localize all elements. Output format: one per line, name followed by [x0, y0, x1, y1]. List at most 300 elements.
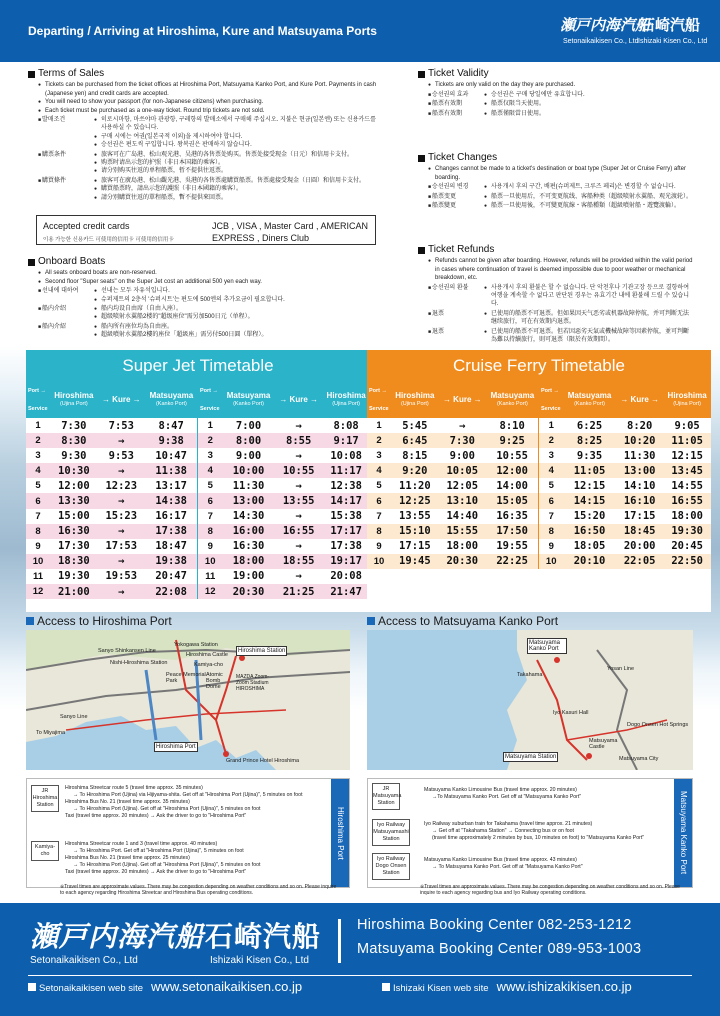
timetable-cell: 11	[32, 570, 44, 582]
map-label: Takahama	[517, 672, 543, 678]
timetable-cell: 9	[35, 540, 41, 552]
changes-heading: Ticket Changes	[428, 152, 498, 163]
row-value: ● 승선권은 편도씩 구입합니다. 왕복권은 판매하지 않습니다.	[94, 141, 378, 149]
timetable-cell: 8	[35, 525, 41, 537]
timetable-row	[367, 448, 711, 463]
timetable-cell: 14:30	[232, 510, 265, 523]
timetable-cell: 8	[539, 524, 563, 539]
ticket-validity	[418, 70, 693, 118]
timetable-cell: 16:50	[573, 525, 606, 538]
timetable-cell: 19:53	[105, 570, 138, 583]
timetable-cell: 6	[198, 493, 222, 508]
row-key: ■ 退票	[428, 328, 484, 345]
square-bullet-icon	[418, 247, 425, 254]
timetable-cell: 6	[376, 495, 382, 507]
timetable-cell: 10:05	[446, 464, 479, 477]
timetable-cell: 10	[539, 554, 563, 569]
timetable-cell: 8	[198, 524, 222, 539]
timetable-cell: 8:55	[286, 434, 312, 447]
timetable-cell: 12	[32, 586, 44, 598]
jr-hiroshima-station-label: JR Hiroshima Station	[31, 785, 59, 812]
skip-arrow-icon: →	[295, 510, 302, 523]
ishizaki-logo: 石崎汽船	[640, 16, 701, 34]
timetable-cell: 8:15	[402, 449, 428, 462]
timetable-cell: 1	[198, 418, 222, 433]
square-bullet-icon	[28, 983, 36, 991]
setonaikai-company-name: Setonaikaikisen Co., Ltd	[563, 38, 639, 45]
onboard-row-ko	[38, 287, 378, 304]
ishizaki-company-name: Ishizaki Kisen Co., Ltd	[638, 38, 708, 45]
access-hiroshima-heading	[26, 614, 172, 628]
timetable-header-cell: Port → Service	[28, 388, 48, 412]
timetable-row	[367, 418, 711, 433]
timetable-cell: 5	[35, 480, 41, 492]
row-value: ● 사용개시 후의 구간, 배편(슈퍼제트, 크루즈 페리)은 변경할 수 없습니다.	[484, 183, 693, 191]
row-key: ■ 승선권의 환불	[428, 284, 484, 309]
route-line: → To Hiroshima Port. Get off at "Hiroshima Port (Ujina)", 5 minutes on foot	[73, 848, 244, 854]
row-value: ● 購買船票時，請出示您的護照（非日本國籍的乘客）。	[94, 185, 378, 193]
timetable-cell: 10:30	[58, 464, 90, 477]
timetable-cell: 8:10	[499, 419, 525, 432]
timetable-cell: 9	[376, 540, 382, 552]
timetable-cell: 13:45	[671, 464, 703, 477]
timetable-header-cell: Matsuyama (Kanko Port)	[226, 391, 271, 407]
timetable-header-cell: → Kure →	[442, 394, 482, 404]
onboard-row-zh-tw	[38, 323, 378, 340]
credit-label: Accepted credit cards	[43, 221, 130, 231]
map-label: To Miyajima	[36, 730, 66, 736]
timetable-cell: 20:45	[671, 540, 703, 553]
row-value: ● 旅客可在广岛港、松山观光港、吴港的各售票处购买。售票处接受现金（日元）和信用卡支付。	[94, 151, 378, 159]
timetable-cell: 14:55	[671, 479, 703, 492]
credit-sublabel: 이용 가능한 신용카드 可使用的信用卡 可使用的信用卡	[43, 237, 174, 243]
timetable-cell: 5	[376, 480, 382, 492]
web-a	[28, 979, 302, 994]
timetable-cell: 4	[35, 465, 41, 477]
page-title: Departing / Arriving at Hiroshima, Kure and Matsuyama Ports	[28, 24, 377, 38]
map-label: Matsuyama City	[619, 756, 659, 762]
timetable-cell: 14:00	[496, 479, 528, 492]
map-label: Hiroshima Port	[156, 744, 196, 750]
map-label: Atomic Bomb Dome	[206, 672, 223, 690]
row-key: ■ 船内介绍	[38, 305, 94, 322]
row-value: ● 船票一旦使用后，不可变更航线、客船种类（超级喷射水翼船、观光渡轮）。	[484, 193, 693, 201]
timetable-cell: 12:05	[446, 479, 479, 492]
terms-row-ko	[38, 116, 378, 150]
timetable-cell: 18:00	[446, 540, 479, 553]
map-label: Sanyo Shinkansen Line	[98, 648, 156, 654]
timetable-cell: 11:30	[232, 479, 265, 492]
route-line: → To Matsuyama Kanko Port. Get off at "Matsuyama Kanko Port"	[432, 864, 583, 870]
timetable-cell: 9:17	[333, 434, 359, 447]
timetable-cell: 1	[539, 418, 563, 433]
onboard-boats	[28, 258, 378, 340]
timetable-cell: 2	[539, 433, 563, 448]
row-key: ■ 船內介紹	[38, 323, 94, 340]
matsuyama-map	[367, 630, 693, 770]
timetable-cell: 22:50	[671, 555, 703, 568]
timetable-cell: 13:10	[446, 495, 479, 508]
timetable-cell: 13:55	[282, 495, 315, 508]
timetable-cell: 17:17	[330, 525, 362, 538]
heading-text: Access to Matsuyama Kanko Port	[378, 614, 559, 628]
web-b-label: Ishizaki Kisen web site	[393, 983, 489, 994]
timetable-row	[367, 463, 711, 478]
timetable-cell: 12:15	[671, 449, 703, 462]
timetable-row	[367, 433, 711, 448]
timetable-cell: 4	[198, 463, 222, 478]
map-label: Hiroshima Station	[238, 648, 286, 654]
timetable-row	[26, 509, 370, 524]
footer-rule	[28, 975, 692, 976]
row-key: ■ 발매조건	[38, 116, 94, 150]
route-line: Hiroshima Streetcar route 1 and 3 (travel time approx. 40 minutes)	[65, 841, 218, 847]
skip-arrow-icon: →	[118, 585, 125, 598]
changes-item: ● Changes cannot be made to a ticket's destination or boat type (Super Jet or Cruise Ferry) after boarding.	[428, 165, 693, 182]
timetable-cell: 11:17	[330, 464, 362, 477]
timetable-cell: 16:00	[232, 525, 265, 538]
timetable-cell: 22:08	[155, 585, 187, 598]
web-a-label: Setonaikaikisen web site	[39, 983, 144, 994]
timetable-cell: 15:38	[330, 510, 362, 523]
validity-heading: Ticket Validity	[428, 68, 489, 79]
web-b	[382, 979, 632, 994]
terms-heading: Terms of Sales	[38, 68, 105, 79]
row-value: ● 슈퍼제트의 2층석 '슈퍼시트'는 편도에 500엔의 추가요금이 필요합니다.	[94, 296, 378, 304]
timetable-cell: 8:25	[576, 434, 603, 447]
top-banner	[0, 0, 720, 62]
timetable-cell: 10	[198, 554, 222, 569]
timetable-cell: 15:00	[58, 510, 90, 523]
credit-card-list: JCB , VISA , Master Card , AMERICAN EXPRESS , Diners Club	[212, 221, 369, 243]
setonaikai-logo: 瀬戸内海汽船	[560, 16, 651, 34]
terms-item: ● You will need to show your passport (for non-Japanese citizens) when purchasing.	[38, 98, 378, 106]
row-key: ■ 船票有效期	[428, 100, 484, 108]
timetable-header-cell: Port → Service	[369, 388, 389, 412]
timetable-cell: 10	[373, 555, 385, 567]
timetable-cell: 18:55	[282, 555, 315, 568]
timetable-cell: 16:55	[282, 525, 315, 538]
timetable-cell: 8:20	[627, 419, 653, 432]
timetable-cell: 7:30	[61, 419, 87, 432]
timetable-cell: 21:00	[58, 585, 90, 598]
timetable-row	[26, 539, 370, 554]
square-bullet-icon	[26, 617, 34, 625]
timetable-cell: 17:38	[155, 525, 187, 538]
map-label: Peace Memorial Park	[166, 672, 206, 684]
timetable-cell: 10:00	[232, 464, 265, 477]
ticket-refunds	[418, 246, 693, 344]
timetable-row	[26, 478, 370, 493]
route-line: Hiroshima Bus No. 21 (travel time approx. 35 minutes)	[65, 799, 190, 805]
timetable-cell: 5	[198, 478, 222, 493]
timetable-cell: 14:15	[573, 495, 606, 508]
timetable-cell: 16:30	[58, 525, 90, 538]
skip-arrow-icon: →	[295, 449, 302, 462]
timetable-header-cell: Port → Service	[540, 388, 561, 412]
timetable-cell: 8:30	[61, 434, 87, 447]
map-label: Sanyo Line	[60, 714, 88, 720]
timetable-cell: 13:30	[58, 495, 90, 508]
timetable-cell: 2	[35, 435, 41, 447]
route-line: Taxi (travel time approx. 20 minutes) → Ask the driver to go to "Hiroshima Port"	[65, 813, 247, 819]
timetable-cell: 16:30	[232, 540, 265, 553]
row-value: ● 請分別購買往返的單程船票，暫不提供來回票。	[94, 194, 378, 202]
credit-card-box	[36, 215, 376, 245]
timetable-cell: 8:08	[333, 419, 359, 432]
route-line: Iyo Railway suburban train for Takahama (travel time approx. 21 minutes)	[424, 821, 593, 827]
skip-arrow-icon: →	[118, 525, 125, 538]
hiroshima-port-bar: Hiroshima Port	[331, 779, 349, 887]
timetable-cell: 6	[539, 493, 563, 508]
timetable-header-cell: → Kure →	[279, 394, 318, 404]
timetable-cell: 11:05	[573, 464, 606, 477]
setonaikai-footer-logo: 瀬戸内海汽船	[30, 920, 205, 953]
timetable-cell: 12:15	[573, 479, 606, 492]
timetable-header-cell: Hiroshima (Ujina Port)	[667, 391, 707, 407]
row-value: ● 구매 시에는 여권(일본국적 이외)을 제시하여야 합니다.	[94, 133, 378, 141]
skip-arrow-icon: →	[118, 555, 125, 568]
timetable-header-cell: → Kure →	[101, 394, 141, 404]
row-value: ● 히로시마항, 마쓰야마 관광항, 구레항의 발매소에서 구매해 주십시오. 지불은 현금(일본엔) 또는 신용카드를 사용하실 수 있습니다.	[94, 116, 378, 133]
timetable-cell: 18:30	[58, 555, 90, 568]
timetable-cell: 17:38	[330, 540, 362, 553]
timetable-row	[367, 524, 711, 539]
timetable-cell: 16:55	[671, 495, 703, 508]
timetable-cell: 10	[32, 555, 44, 567]
timetable-header-cell: → Kure →	[620, 394, 659, 404]
row-value: ● 旅客可在廣島港、松山觀光港、吳港的各售票處購買船票。售票處接受現金（日圓）和信用卡支付。	[94, 177, 378, 185]
timetable-cell: 17:50	[496, 525, 528, 538]
square-bullet-icon	[418, 155, 425, 162]
timetable-cell: 20:08	[330, 570, 362, 583]
row-value: ● 船票仅限当天使用。	[484, 100, 693, 108]
timetable-cell: 11:20	[399, 479, 431, 492]
timetable-cell: 16:17	[155, 510, 187, 523]
timetable-cell: 17:15	[399, 540, 431, 553]
footer-divider	[338, 919, 341, 963]
ishizaki-footer-logo: 石崎汽船	[205, 920, 322, 953]
timetable-cell: 9:05	[674, 419, 700, 432]
timetable-row	[26, 524, 370, 539]
timetable-cell: 4	[539, 463, 563, 478]
terms-row-zh-cn	[38, 151, 378, 176]
timetable-cell: 15:20	[573, 510, 606, 523]
timetable-cell: 16:35	[496, 510, 528, 523]
timetable-cell: 20:00	[623, 540, 656, 553]
footer-company-a: Setonaikaikisen Co., Ltd	[30, 955, 138, 966]
kamiyacho-label: Kamiya-cho	[31, 841, 59, 861]
timetable-cell: 22:25	[496, 555, 528, 568]
timetable-cell: 14:17	[330, 495, 362, 508]
square-bullet-icon	[28, 71, 35, 78]
row-value: ● 선내는 모두 자유석입니다.	[94, 287, 378, 295]
timetable-cell: 14:40	[446, 510, 479, 523]
matsuyama-booking: Matsuyama Booking Center 089-953-1003	[357, 941, 642, 957]
timetable-cell: 17:53	[105, 540, 138, 553]
timetable-cell: 8:47	[158, 419, 184, 432]
row-key: ■ 購票条件	[38, 151, 94, 176]
timetable-cell: 19:55	[496, 540, 528, 553]
timetable-cell: 3	[198, 448, 222, 463]
onboard-heading: Onboard Boats	[38, 256, 106, 267]
terms-of-sales	[28, 70, 378, 202]
timetable-row	[26, 493, 370, 508]
timetable-cell: 7	[376, 510, 382, 522]
timetable-cell: 12:23	[105, 479, 138, 492]
timetable-header-cell: Matsuyama (Kanko Port)	[567, 391, 612, 407]
hiroshima-booking: Hiroshima Booking Center 082-253-1212	[357, 917, 632, 933]
timetable-cell: 3	[35, 450, 41, 462]
timetable-cell: 8:00	[235, 434, 262, 447]
route-line: → To Hiroshima Port (Ujina). Get off at "Hiroshima Port (Ujina)", 5 minutes on foot	[73, 806, 261, 812]
skip-arrow-icon: →	[118, 434, 125, 447]
validity-item: ● Tickets are only valid on the day they are purchased.	[428, 81, 693, 89]
route-line: →To Matsuyama Kanko Port. Get off at "Matsuyama Kanko Port"	[432, 794, 582, 800]
timetable-cell: 9:00	[235, 449, 262, 462]
timetable-header-cell: Hiroshima (Ujina Port)	[395, 391, 435, 407]
timetable-cell: 19:38	[155, 555, 187, 568]
timetable-cell: 10:55	[496, 449, 528, 462]
timetable-grid	[26, 382, 370, 599]
timetable-cell: 21:25	[282, 585, 315, 598]
timetable-cell: 9:53	[108, 449, 134, 462]
row-value: ● 购票时请出示您的护照（非日本国籍的乘客）。	[94, 159, 378, 167]
timetable-cell: 10:47	[155, 449, 187, 462]
web-b-link[interactable]: www.ishizakikisen.co.jp	[496, 979, 632, 994]
timetable-cell: 15:55	[446, 525, 479, 538]
timetable-cell: 5	[539, 478, 563, 493]
timetable-cell: 1	[376, 420, 382, 432]
timetable-cell: 3	[539, 448, 563, 463]
ticket-changes	[418, 154, 693, 210]
timetable-cell: 7:30	[449, 434, 475, 447]
heading-text: Access to Hiroshima Port	[37, 614, 172, 628]
row-key: ■ 船票变更	[428, 193, 484, 201]
route-line: Matsuyama Kanko Limousine Bus (travel time approx. 43 minutes)	[424, 857, 577, 863]
timetable-cell: 7:53	[108, 419, 134, 432]
timetable-row	[367, 509, 711, 524]
route-line: Hiroshima Bus No. 21 (travel time approx. 25 minutes)	[65, 855, 190, 861]
timetable-cell: 11:05	[671, 434, 703, 447]
timetable-cell: 6	[35, 495, 41, 507]
timetable-cell: 17:30	[58, 540, 90, 553]
timetable-cell: 19:00	[232, 570, 265, 583]
timetable-cell: 20:30	[232, 585, 265, 598]
timetable-cell: 15:23	[105, 510, 138, 523]
row-key: ■ 船票變更	[428, 202, 484, 210]
timetable-cell: 18:47	[155, 540, 187, 553]
timetable-row	[26, 433, 370, 448]
timetable-cell: 2	[198, 433, 222, 448]
timetable-cell: 14:10	[623, 479, 656, 492]
matsuyama-access-box	[367, 778, 693, 888]
timetable-cell: 13:55	[399, 510, 431, 523]
timetable-cell: 8	[376, 525, 382, 537]
timetable-cell: 18:05	[573, 540, 606, 553]
row-key: ■ 船票有效期	[428, 110, 484, 118]
map-label: Matsuyama Castle	[589, 738, 618, 750]
skip-arrow-icon: →	[295, 540, 302, 553]
timetable-cell: 18:00	[232, 555, 265, 568]
timetable-cell: 5:45	[402, 419, 428, 432]
map-label: Iyo Kasuri Hall	[553, 710, 589, 716]
timetable-cell: 19:17	[330, 555, 362, 568]
timetable-cell: 18:45	[623, 525, 656, 538]
onboard-item: ● All seats onboard boats are non-reserved.	[38, 269, 378, 277]
kamiyacho-routes	[65, 841, 327, 876]
terms-item: ● Each ticket must be purchased as a one-way ticket. Round trip tickets are not sold.	[38, 107, 378, 115]
timetable-cell: 9	[198, 539, 222, 554]
footer	[0, 903, 720, 1016]
route-line: → To Hiroshima Port (Ujina) via Hijiyama-shita. Get off at "Hiroshima Port (Ujina)", 5 minutes on foot	[73, 792, 303, 798]
timetable-cell: 12:00	[58, 479, 90, 492]
timetable-cell: 12:38	[330, 479, 362, 492]
timetable-header-cell: Hiroshima (Ujina Port)	[54, 391, 94, 407]
onboard-item: ● Second floor "Super seats" on the Super Jet cost an additional 500 yen each way.	[38, 278, 378, 286]
timetable-cell: 19:30	[671, 525, 703, 538]
footer-company-b: Ishizaki Kisen Co., Ltd	[210, 955, 309, 966]
timetable-cell: 14:38	[155, 495, 187, 508]
map-label: Yosan Line	[607, 666, 635, 672]
timetable-cell: 13:17	[155, 479, 187, 492]
row-value: ● 超级喷射水翼船2楼的"超级座位"需另加500日元（单程）。	[94, 313, 378, 321]
route-line: → To Hiroshima Port (Ujina). Get off at "Hiroshima Port (Ujina)", 5 minutes on foot	[73, 862, 261, 868]
skip-arrow-icon: →	[295, 479, 302, 492]
timetable-row	[26, 448, 370, 463]
timetable-cell: 10:20	[623, 434, 656, 447]
timetable-row	[367, 493, 711, 508]
timetable-row	[26, 418, 370, 433]
timetable-row	[26, 584, 370, 599]
timetable-row	[367, 539, 711, 554]
skip-arrow-icon: →	[459, 419, 466, 432]
route-line: → Get off at "Takahama Station" → Connecting bus or on foot	[432, 828, 574, 834]
row-value: ● 船票僅限當日使用。	[484, 110, 693, 118]
terms-item: ● Tickets can be purchased from the ticket offices at Hiroshima Port, Matsuyama Kanko Port, and Kure Port. Payments in cash (Japanese yen) and credit cards are accepted.	[38, 81, 378, 98]
timetable-title: Super Jet Timetable	[26, 350, 370, 382]
timetable-cell: 7	[539, 509, 563, 524]
timetable-row	[367, 478, 711, 493]
row-value: ● 已使用的船票不可退票。但如果因天气恶劣或机器故障停航，并可判断无法继续旅行，可在有效期内退票。	[484, 310, 693, 327]
timetable-header-cell: Port → Service	[199, 388, 220, 412]
timetable-cell: 15:10	[399, 525, 431, 538]
map-label: Matsuyama Station	[505, 754, 557, 760]
web-a-link[interactable]: www.setonaikaikisen.co.jp	[151, 979, 303, 994]
timetable-cell: 11:38	[155, 464, 187, 477]
row-value: ● 请分别购买往返的单程船票，暂不提供往返票。	[94, 167, 378, 175]
timetable-cell: 4	[376, 465, 382, 477]
timetable-cell: 1	[35, 420, 41, 432]
timetable-cell: 16:10	[623, 495, 656, 508]
skip-arrow-icon: →	[295, 570, 302, 583]
map-label: MAZDA Zoom-Zoom Stadium HIROSHIMA	[236, 674, 270, 692]
timetable-cell: 18:00	[671, 510, 703, 523]
timetable-header-cell: Hiroshima (Ujina Port)	[326, 391, 366, 407]
timetable-cell: 7	[35, 510, 41, 522]
hiroshima-note: ※Travel times are approximate values. There may be congestion depending on weather conditions and so on. Please inquire to each agency regarding Hiroshima Streetcar and Hiroshima Bus operating conditions.	[60, 884, 337, 896]
skip-arrow-icon: →	[295, 419, 302, 432]
timetable-row	[367, 554, 711, 569]
refunds-item: ● Refunds cannot be given after boarding. However, refunds will be provided within the valid period in cases where continuation of travel is deemed impossible due to poor weather or mechanical breakdown, etc.	[428, 257, 693, 282]
dogo-routes	[424, 857, 674, 871]
timetable-cell: 7	[198, 509, 222, 524]
refunds-heading: Ticket Refunds	[428, 244, 495, 255]
timetable-row	[26, 569, 370, 584]
row-value: ● 승선권은 구매 당일에만 유효합니다.	[484, 91, 693, 99]
timetable-cell: 11	[198, 569, 222, 584]
timetable-cell: 9:38	[158, 434, 184, 447]
